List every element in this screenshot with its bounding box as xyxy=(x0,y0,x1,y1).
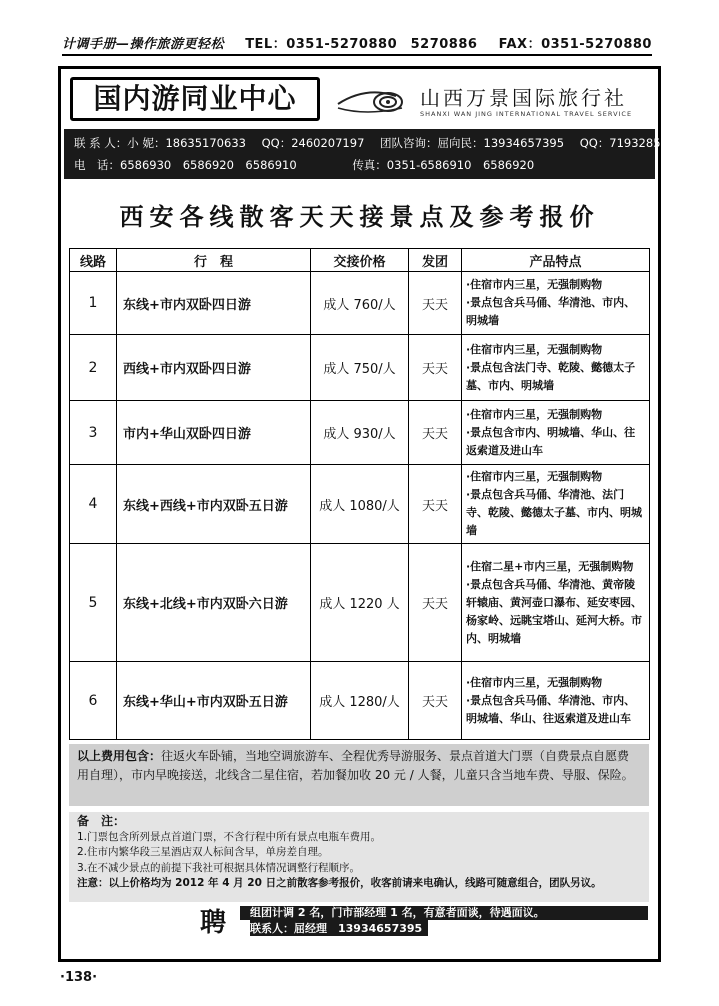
table-header-row xyxy=(70,249,650,272)
header-line: 线路 xyxy=(70,249,117,272)
header-slogan: 计调手册—操作旅游更轻松 xyxy=(62,37,225,52)
header-tel: TEL：0351-5270880 5270886 xyxy=(245,37,478,52)
header-fax: FAX：0351-5270880 xyxy=(498,37,652,52)
group-inquiry: 团队咨询：屈向民：13934657395 xyxy=(380,136,565,150)
phone-numbers: 电 话：6586930 6586920 6586910 xyxy=(74,158,297,172)
recruitment-banner xyxy=(200,902,648,936)
recruit-line-1: 组团计调 2 名，门市部经理 1 名，有意者面谈，待遇面议。 xyxy=(250,906,545,919)
route-price: 成人 1080/人 xyxy=(311,465,409,544)
route-features xyxy=(462,401,650,465)
cost-lead: 以上费用包含： xyxy=(77,749,162,763)
route-departure: 天天 xyxy=(409,465,462,544)
feature-item: ·景点包含兵马俑、华清池、法门寺、乾陵、懿德太子墓、市内、明城墙 xyxy=(466,488,642,537)
feature-item: ·景点包含兵马俑、华清池、市内、明城墙 xyxy=(466,296,636,327)
header-features: 产品特点 xyxy=(462,249,650,272)
feature-item: ·住宿市内三星，无强制购物 xyxy=(466,675,603,689)
company-name-en: SHANXI WAN JING INTERNATIONAL TRAVEL SERVICE xyxy=(420,110,633,118)
route-departure: 天天 xyxy=(409,272,462,335)
table-row xyxy=(70,465,650,544)
company-name-cn: 山西万景国际旅行社 xyxy=(420,86,627,110)
notes-box xyxy=(69,812,649,902)
route-name: 东线+西线+市内双卧五日游 xyxy=(117,465,311,544)
table-row xyxy=(70,401,650,465)
route-name: 西线+市内双卧四日游 xyxy=(117,335,311,401)
feature-item: ·住宿市内三星，无强制购物 xyxy=(466,278,603,291)
header-itinerary: 行 程 xyxy=(117,249,311,272)
row-number: 6 xyxy=(70,662,117,740)
notes-warning: 注意：以上价格均为 2012 年 4 月 20 日之前散客参考报价，收客前请来电确认，线路可随意组合，团队另议。 xyxy=(77,877,602,889)
route-features xyxy=(462,465,650,544)
feature-item: ·住宿市内三星，无强制购物 xyxy=(466,407,603,421)
header-departure: 发团 xyxy=(409,249,462,272)
route-features xyxy=(462,544,650,662)
recruit-line-2: 联系人：屈经理 13934657395 xyxy=(250,920,428,936)
top-header-line xyxy=(62,34,652,56)
recruit-char: 聘 xyxy=(200,908,227,938)
feature-item: ·住宿市内三星，无强制购物 xyxy=(466,342,603,356)
row-number: 2 xyxy=(70,335,117,401)
page-title: 西安各线散客天天接景点及参考报价 xyxy=(119,203,600,231)
feature-item: ·景点包含兵马俑、华清池、黄帝陵轩辕庙、黄河壶口瀑布、延安枣园、杨家岭、远眺宝塔山、延河大桥。市内、明城墙 xyxy=(466,577,642,645)
route-departure: 天天 xyxy=(409,662,462,740)
note-item: 3.在不减少景点的前提下我社可根据具体情况调整行程顺序。 xyxy=(77,861,361,874)
contact-person: 联 系 人：小 妮：18635170633 xyxy=(74,136,246,150)
notes-heading: 备 注： xyxy=(77,814,126,828)
route-departure: 天天 xyxy=(409,335,462,401)
feature-item: ·景点包含兵马俑、华清池、市内、明城墙、华山、往返索道及进山车 xyxy=(466,693,636,725)
table-row xyxy=(70,662,650,740)
route-departure: 天天 xyxy=(409,401,462,465)
route-name: 市内+华山双卧四日游 xyxy=(117,401,311,465)
table-row xyxy=(70,544,650,662)
row-number: 1 xyxy=(70,272,117,335)
page-number: ·138· xyxy=(60,970,98,985)
feature-item: ·景点包含市内、明城墙、华山、往返索道及进山车 xyxy=(466,425,636,457)
routes-table xyxy=(69,248,650,740)
route-name: 东线+市内双卧四日游 xyxy=(117,272,311,335)
brand-title: 国内游同业中心 xyxy=(70,77,320,121)
row-number: 5 xyxy=(70,544,117,662)
route-features xyxy=(462,662,650,740)
row-number: 4 xyxy=(70,465,117,544)
contact-row-1 xyxy=(74,132,676,154)
header-banner xyxy=(64,72,655,124)
contact-qq: QQ：2460207197 xyxy=(261,136,365,150)
route-price: 成人 1280/人 xyxy=(311,662,409,740)
route-price: 成人 760/人 xyxy=(311,272,409,335)
route-price: 成人 1220 人 xyxy=(311,544,409,662)
route-name: 东线+华山+市内双卧五日游 xyxy=(117,662,311,740)
route-features xyxy=(462,272,650,335)
header-price: 交接价格 xyxy=(311,249,409,272)
fax-numbers: 传真：0351-6586910 6586920 xyxy=(352,158,535,172)
route-price: 成人 930/人 xyxy=(311,401,409,465)
cost-text: 往返火车卧铺，当地空调旅游车、全程优秀导游服务、景点首道大门票（自费景点自愿费用自理），市内早晚接送，北线含二星住宿，若加餐加收 20 元 / 人餐，儿童只含当地车费、导服、保险。 xyxy=(77,749,634,782)
route-features xyxy=(462,335,650,401)
feature-item: ·住宿市内三星，无强制购物 xyxy=(466,470,603,483)
contact-bar xyxy=(64,129,676,179)
route-departure: 天天 xyxy=(409,544,462,662)
feature-item: ·住宿二星+市内三星，无强制购物 xyxy=(466,559,634,573)
company-logo-icon xyxy=(336,82,416,118)
note-item: 2.住市内繁华段三星酒店双人标间含早，单房差自理。 xyxy=(77,846,329,858)
group-qq: QQ：719328599 xyxy=(579,136,676,150)
row-number: 3 xyxy=(70,401,117,465)
table-row xyxy=(70,272,650,335)
route-price: 成人 750/人 xyxy=(311,335,409,401)
feature-item: ·景点包含法门寺、乾陵、懿德太子墓、市内、明城墙 xyxy=(466,360,636,392)
contact-row-2 xyxy=(74,154,645,176)
table-row xyxy=(70,335,650,401)
cost-included-box xyxy=(69,744,649,806)
route-name: 东线+北线+市内双卧六日游 xyxy=(117,544,311,662)
note-item: 1.门票包含所列景点首道门票，不含行程中所有景点电瓶车费用。 xyxy=(77,830,382,843)
